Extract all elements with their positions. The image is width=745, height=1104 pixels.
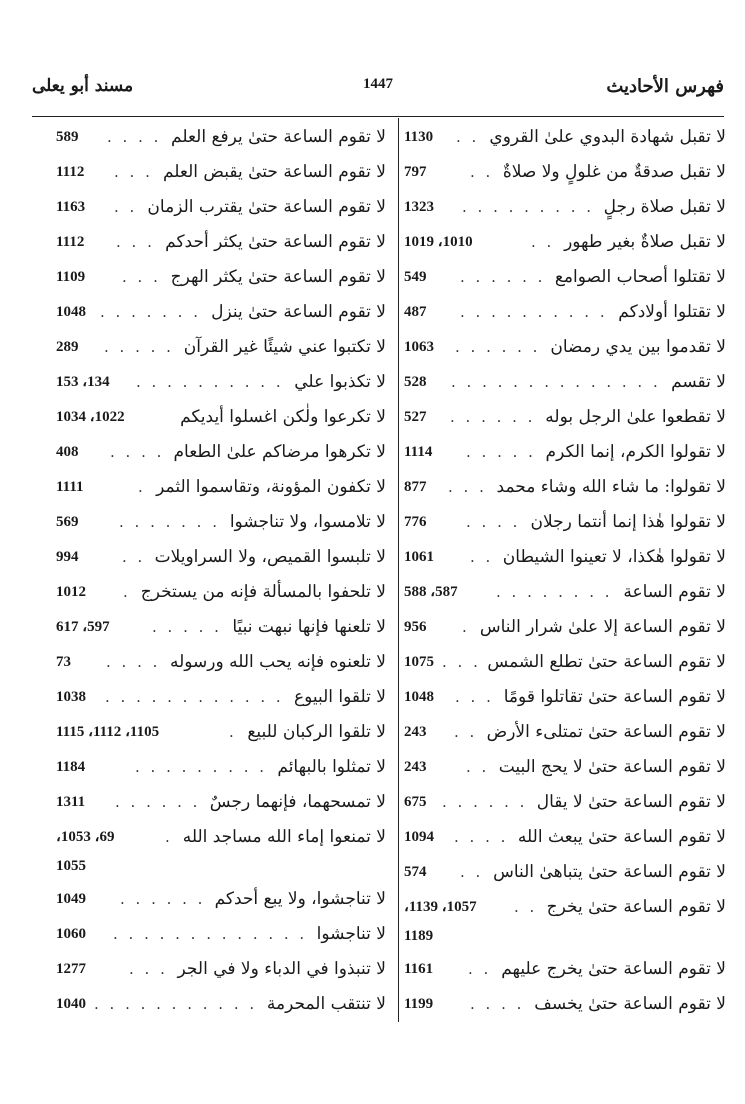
leader-dots: . . . . . . <box>115 793 201 811</box>
entry-title: لا تقبل صدقةٌ من غلولٍ ولا صلاةٌ <box>502 162 726 182</box>
entry-title: لا تقوم الساعة حتىٰ لا يقال <box>536 792 726 812</box>
leader-dots: . . <box>114 198 138 216</box>
entry-pages: 1323 <box>404 199 434 215</box>
running-title-section: فهرس الأحاديث <box>606 76 724 97</box>
index-entry <box>56 954 386 989</box>
entry-title: لا تقوم الساعة حتىٰ يخسف <box>534 994 726 1014</box>
leader-dots: . . . . . . <box>442 793 528 811</box>
leader-dots: . . . . . . . . . . <box>460 303 608 321</box>
entry-title: لا تلامسوا، ولا تناجشوا <box>229 512 386 532</box>
entry-pages: 487 <box>404 304 427 320</box>
index-entry <box>404 787 726 822</box>
entry-pages: 1311 <box>56 794 86 810</box>
entry-pages: 1163 <box>56 199 86 215</box>
index-entry <box>56 192 386 227</box>
entry-pages: 408 <box>56 444 79 460</box>
entry-title: لا تقوم الساعة حتىٰ يتباهىٰ الناس <box>493 862 726 882</box>
index-entry <box>56 884 386 919</box>
index-entry <box>56 262 386 297</box>
entry-pages: 1105، 1112، 1115 <box>56 724 160 740</box>
entry-title: لا تكذبوا علي <box>294 372 386 392</box>
index-entry <box>404 717 726 752</box>
index-entry <box>404 297 726 332</box>
entry-title: لا تناجشوا <box>316 924 386 944</box>
leader-dots: . . . <box>442 653 481 671</box>
index-entry <box>56 507 386 542</box>
leader-dots: . . . . . . . <box>119 513 220 531</box>
leader-dots: . . . . . <box>466 443 536 461</box>
leader-dots: . . . . <box>466 513 521 531</box>
leader-dots: . . . <box>114 163 153 181</box>
entry-title: لا تلعنها فإنها نبهت نبيًا <box>232 617 386 637</box>
entry-title: لا تقبل صلاةٌ بغير طهور <box>564 232 726 252</box>
entry-title: لا تقوم الساعة حتىٰ يخرج <box>546 897 726 917</box>
index-entry <box>404 157 726 192</box>
leader-dots: . . . <box>122 268 161 286</box>
entry-title: لا تناجشوا، ولا يبع أحدكم <box>214 889 386 909</box>
entry-title: لا تنبذوا في الدباء ولا في الجر <box>177 959 386 979</box>
entry-title: لا تقوم الساعة <box>623 582 726 602</box>
index-entry <box>404 542 726 577</box>
entry-pages: 289 <box>56 339 79 355</box>
entry-title: لا تقتلوا أولادكم <box>618 302 726 322</box>
header-rule <box>32 116 724 117</box>
leader-dots: . . . . <box>110 443 165 461</box>
leader-dots: . . . . . . <box>460 268 546 286</box>
entry-title: لا تقوم الساعة حتىٰ يقبض العلم <box>162 162 386 182</box>
entry-pages: 69، 1053، <box>56 829 115 845</box>
entry-pages: 73 <box>56 654 71 670</box>
entry-title: لا تقطعوا علىٰ الرجل بوله <box>545 407 726 427</box>
entry-pages-continued: 1055 <box>56 858 86 874</box>
entry-pages: 1057، 1139، <box>404 899 477 915</box>
index-entry <box>56 577 386 612</box>
leader-dots: . . . . . . <box>450 408 536 426</box>
entry-pages: 243 <box>404 759 427 775</box>
entry-title: لا تلقوا الركبان للبيع <box>247 722 386 742</box>
entry-title: لا تقولوا الكرم، إنما الكرم <box>545 442 726 462</box>
leader-dots: . . <box>468 960 492 978</box>
running-title-book: مسند أبو يعلى <box>32 76 134 96</box>
entry-pages: 1048 <box>404 689 434 705</box>
index-entry <box>56 297 386 332</box>
index-entry <box>404 752 726 787</box>
entry-pages: 1111 <box>56 479 84 495</box>
index-entry <box>404 892 726 954</box>
entry-pages: 243 <box>404 724 427 740</box>
leader-dots: . . <box>466 758 490 776</box>
entry-pages: 797 <box>404 164 427 180</box>
entry-title: لا تقوم الساعة حتىٰ يرفع العلم <box>171 127 386 147</box>
entry-pages: 134، 153 <box>56 374 110 390</box>
entry-title: لا تمسحهما، فإنهما رجسٌ <box>209 792 386 812</box>
index-entry <box>56 752 386 787</box>
leader-dots: . . . . . <box>152 618 222 636</box>
index-entry <box>404 472 726 507</box>
leader-dots: . . . . . <box>104 338 174 356</box>
entry-pages: 956 <box>404 619 427 635</box>
index-entry <box>404 507 726 542</box>
index-entry <box>404 332 726 367</box>
leader-dots: . . . <box>129 960 168 978</box>
entry-title: لا تكتبوا عني شيئًا غير القرآن <box>183 337 386 357</box>
index-entry <box>56 989 386 1024</box>
column-divider <box>398 118 399 1022</box>
entry-pages: 1022، 1034 <box>56 409 125 425</box>
leader-dots: . . . <box>448 478 487 496</box>
entry-pages: 1048 <box>56 304 86 320</box>
entry-pages: 1199 <box>404 996 434 1012</box>
entry-pages: 549 <box>404 269 427 285</box>
entry-pages: 1049 <box>56 891 86 907</box>
entry-title: لا تنتقب المحرمة <box>266 994 386 1014</box>
entry-pages: 574 <box>404 864 427 880</box>
entry-title: لا تقوم الساعة حتىٰ تقاتلوا قومًا <box>503 687 726 707</box>
index-entry <box>404 647 726 682</box>
index-entry <box>56 717 386 752</box>
leader-dots: . . . . <box>470 995 525 1013</box>
leader-dots: . <box>229 723 237 741</box>
entry-pages: 1012 <box>56 584 86 600</box>
index-entry <box>404 227 726 262</box>
index-entry <box>56 437 386 472</box>
index-entry <box>56 227 386 262</box>
leader-dots: . . <box>456 128 480 146</box>
leader-dots: . . . . . . . . . . . . . . <box>451 373 661 391</box>
entry-pages: 1277 <box>56 961 86 977</box>
entry-pages: 1061 <box>404 549 434 565</box>
index-entry <box>404 122 726 157</box>
leader-dots: . . <box>531 233 555 251</box>
leader-dots: . . . . . . . . . . . . . <box>113 925 308 943</box>
entry-pages: 1109 <box>56 269 86 285</box>
entry-title: لا تقبل صلاة رجلٍ <box>603 197 726 217</box>
leader-dots: . <box>123 583 131 601</box>
entry-pages: 1184 <box>56 759 86 775</box>
entry-pages: 1114 <box>404 444 433 460</box>
leader-dots: . . <box>122 548 146 566</box>
page-header <box>32 76 724 112</box>
index-entry <box>56 612 386 647</box>
index-entry <box>56 787 386 822</box>
entry-title: لا تقسم <box>671 372 726 392</box>
leader-dots: . <box>138 478 146 496</box>
entry-pages: 1075 <box>404 654 434 670</box>
leader-dots: . . . . . . <box>120 890 206 908</box>
index-entry <box>404 822 726 857</box>
leader-dots: . . <box>460 863 484 881</box>
entry-title: لا تقبل شهادة البدوي علىٰ القروي <box>489 127 726 147</box>
leader-dots: . . . . . . . . . . . . <box>105 688 284 706</box>
leader-dots: . . . . . . . <box>100 303 201 321</box>
index-entry <box>56 157 386 192</box>
index-entry <box>404 954 726 989</box>
leader-dots: . . <box>514 898 538 916</box>
index-entry <box>404 682 726 717</box>
entry-pages-continued: 1189 <box>404 928 434 944</box>
entry-pages: 589 <box>56 129 79 145</box>
leader-dots: . . . . . . . . . <box>135 758 268 776</box>
leader-dots: . . <box>454 723 478 741</box>
entry-title: لا تلحفوا بالمسألة فإنه من يستخرج <box>140 582 386 602</box>
leader-dots: . <box>165 828 173 846</box>
entry-title: لا تقوم الساعة إلا علىٰ شرار الناس <box>479 617 726 637</box>
leader-dots: . . . <box>455 688 494 706</box>
leader-dots: . . . . <box>454 828 509 846</box>
index-entry <box>404 577 726 612</box>
entry-title: لا تقوم الساعة حتىٰ ينزل <box>211 302 386 322</box>
entry-pages: 1112 <box>56 164 85 180</box>
entry-title: لا تقولوا هٰذا إنما أنتما رجلان <box>530 512 726 532</box>
entry-pages: 528 <box>404 374 427 390</box>
leader-dots: . . . . . . . . <box>496 583 613 601</box>
index-entry <box>404 402 726 437</box>
index-entry <box>404 612 726 647</box>
index-entry <box>404 437 726 472</box>
page-number: 1447 <box>363 76 393 92</box>
leader-dots: . . <box>470 163 494 181</box>
entry-pages: 1130 <box>404 129 434 145</box>
entry-pages: 569 <box>56 514 79 530</box>
entry-title: لا تلعنوه فإنه يحب الله ورسوله <box>169 652 386 672</box>
entry-title: لا تقوم الساعة حتىٰ تمتلىء الأرض <box>486 722 726 742</box>
index-entry <box>404 262 726 297</box>
entry-title: لا تكرعوا ولٰكن اغسلوا أيديكم <box>180 407 386 427</box>
entry-pages: 1161 <box>404 961 434 977</box>
entry-title: لا تقوم الساعة حتىٰ يخرج عليهم <box>501 959 726 979</box>
index-entry <box>56 332 386 367</box>
entry-pages: 994 <box>56 549 79 565</box>
leader-dots: . . . . . . . . . . <box>136 373 284 391</box>
index-entry <box>404 857 726 892</box>
index-entry <box>56 919 386 954</box>
index-column-right <box>404 122 726 1022</box>
entry-title: لا تقوم الساعة حتىٰ يكثر أحدكم <box>165 232 386 252</box>
leader-dots: . . . . <box>107 128 162 146</box>
entry-title: لا تلبسوا القميص، ولا السراويلات <box>154 547 386 567</box>
index-entry <box>56 682 386 717</box>
entry-pages: 1112 <box>56 234 85 250</box>
entry-pages: 1038 <box>56 689 86 705</box>
entry-pages: 776 <box>404 514 427 530</box>
index-entry <box>404 367 726 402</box>
entry-title: لا تقدموا بين يدي رمضان <box>550 337 726 357</box>
entry-title: لا تقوم الساعة حتىٰ لا يحج البيت <box>498 757 726 777</box>
leader-dots: . . . . . . <box>455 338 541 356</box>
entry-title: لا تلقوا البيوع <box>293 687 386 707</box>
entry-title: لا تمنعوا إماء الله مساجد الله <box>182 827 386 847</box>
entry-pages: 1060 <box>56 926 86 942</box>
entry-title: لا تمثلوا بالبهائم <box>277 757 386 777</box>
index-entry <box>404 192 726 227</box>
index-entry <box>56 822 386 884</box>
index-entry <box>56 367 386 402</box>
entry-title: لا تكفون المؤونة، وتقاسموا الثمر <box>156 477 386 497</box>
leader-dots: . <box>462 618 470 636</box>
entry-pages: 597، 617 <box>56 619 110 635</box>
entry-title: لا تكرهوا مرضاكم علىٰ الطعام <box>173 442 386 462</box>
index-entry <box>404 989 726 1024</box>
entry-pages: 587، 588 <box>404 584 458 600</box>
entry-pages: 527 <box>404 409 427 425</box>
leader-dots: . . <box>470 548 494 566</box>
index-entry <box>56 542 386 577</box>
index-entry <box>56 472 386 507</box>
entry-title: لا تقوم الساعة حتىٰ يقترب الزمان <box>147 197 386 217</box>
entry-title: لا تقولوا: ما شاء الله وشاء محمد <box>496 477 726 497</box>
entry-pages: 1063 <box>404 339 434 355</box>
entry-title: لا تقوم الساعة حتىٰ يبعث الله <box>517 827 726 847</box>
entry-pages: 877 <box>404 479 427 495</box>
entry-title: لا تقتلوا أصحاب الصوامع <box>554 267 726 287</box>
index-column-left <box>56 122 386 1022</box>
entry-pages: 1010، 1019 <box>404 234 473 250</box>
leader-dots: . . . <box>116 233 155 251</box>
entry-pages: 1040 <box>56 996 86 1012</box>
index-entry <box>56 402 386 437</box>
entry-pages: 1094 <box>404 829 434 845</box>
entry-title: لا تقوم الساعة حتىٰ يكثر الهرج <box>170 267 386 287</box>
leader-dots: . . . . . . . . . . . <box>94 995 258 1013</box>
index-entry <box>56 647 386 682</box>
entry-pages: 675 <box>404 794 427 810</box>
entry-title: لا تقولوا هٰكذا، لا تعينوا الشيطان <box>502 547 726 567</box>
leader-dots: . . . . <box>106 653 161 671</box>
entry-title: لا تقوم الساعة حتىٰ تطلع الشمس <box>487 652 726 672</box>
leader-dots: . . . . . . . . . <box>462 198 595 216</box>
index-entry <box>56 122 386 157</box>
